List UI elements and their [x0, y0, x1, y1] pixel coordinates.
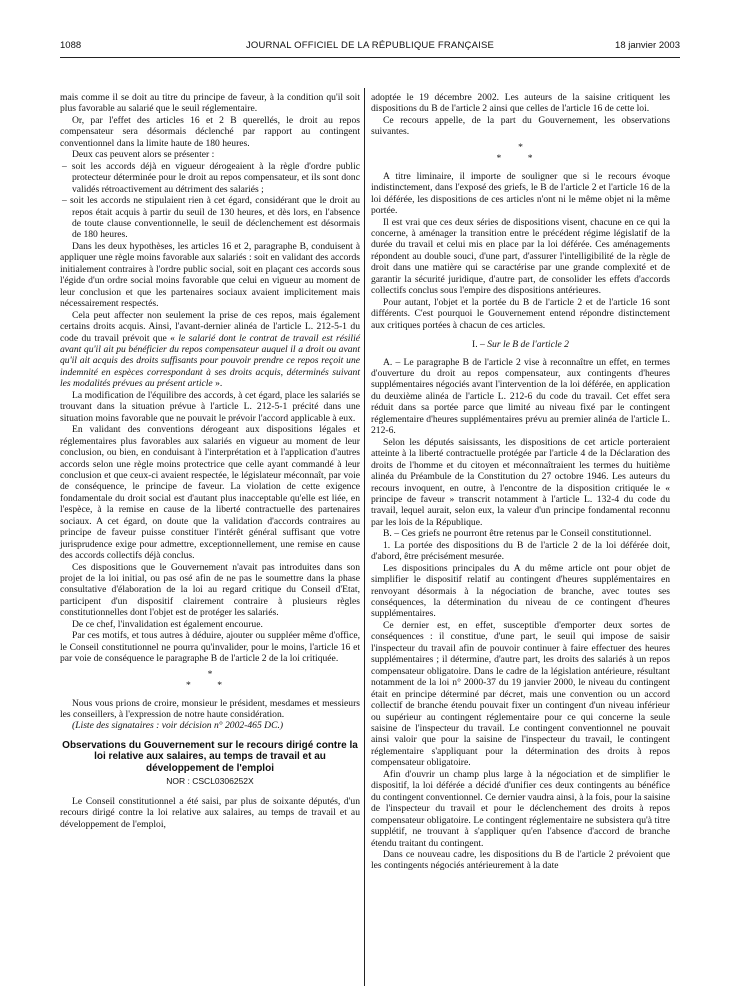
right-column	[371, 92, 670, 872]
paragraph: Les dispositions principales du A du même article ont pour objet de simplifier le dispositif relatif au contingent d'heures supplémentaires en renvoyant désormais à la négociation de branche, avec toutes ses conséquences, la détermination du niveau de ce contingent d'heures supplémentaires.	[371, 562, 670, 620]
paragraph: 1. La portée des dispositions du B de l'article 2 de la loi déférée doit, d'abord, être précisément mesurée.	[371, 539, 670, 563]
case-list	[60, 161, 360, 241]
paragraph: Par ces motifs, et tous autres à déduire, ajouter ou suppléer même d'office, le Conseil constitutionnel ne pourra qu'invalider, pour le moins, l'article 16 et par voie de conséquence le paragraphe B de l'article 2 de la loi critiquée.	[60, 630, 360, 665]
header-rule	[60, 57, 680, 58]
observations-title: Observations du Gouvernement sur le recours dirigé contre la loi relative aux salaires, au temps de travail et au développement de l'emploi	[62, 739, 358, 774]
paragraph: A. – Le paragraphe B de l'article 2 vise à reconnaître un effet, en termes d'ouverture du droit au repos compensateur, aux contingents d'heures supplémentaires négociés avant l'intervention de la loi déférée, en application du deuxième alinéa de l'article L. 212-6 du code du travail. Cet effet sera réduit dans sa portée parce que limité au niveau fixé par le contingent réglementaire d'heures supplémentaires prévu au premier alinéa de l'article L. 212-6.	[371, 356, 670, 437]
paragraph: Pour autant, l'objet et la portée du B de l'article 2 et de l'article 16 sont différents. C'est pourquoi le Gouvernement entend répondre distinctement aux critiques portées à chacun de ces articles.	[371, 296, 670, 331]
paragraph: Dans les deux hypothèses, les articles 16 et 2, paragraphe B, conduisent à appliquer une règle moins favorable aux salariés : soit en validant des accords initialement contraires à l'ordre public social, soit en plaçant ces accords sous l'égide d'un ordre social moins favorable que celui en vigueur au moment de leur conclusion et que les partenaires sociaux avaient implicitement mais nécessairement respectés.	[60, 240, 360, 310]
paragraph: A titre liminaire, il importe de souligner que si le recours évoque indistinctement, dans l'exposé des griefs, le B de l'article 2 et l'article 16 de la loi déférée, les dispositions de ces articles n'ont ni le même objet ni la même portée.	[371, 170, 670, 217]
paragraph: Ce recours appelle, de la part du Gouvernement, les observations suivantes.	[371, 114, 670, 138]
separator-star: *	[207, 668, 213, 680]
paragraph: Ces dispositions que le Gouvernement n'avait pas introduites dans son projet de la loi initial, ou pas osé afin de ne pas le soumettre dans la phase consultative d'élaboration de la loi au regard critique du Conseil d'Etat, participent d'un dispositif clairement contraire à plusieurs règles constitutionnelles dont l'objet est de protéger les salariés.	[60, 561, 360, 619]
page-header	[60, 40, 680, 54]
separator-stars: * *	[496, 153, 545, 165]
paragraph: En validant des conventions dérogeant aux dispositions légales et réglementaires plus favorables aux salariés en vigueur au moment de leur conclusion, ou bien, en conduisant à l'interprétation et à l'application d'autres accords selon une règle moins protectrice que celle ayant commandé à leur conclusion et que ceux-ci avaient respectée, le législateur méconnaît, par voie de conséquence, le principe de faveur. La violation de cette exigence fondamentale du droit social est d'autant plus inacceptable qu'elle est liée, en l'espèce, à la remise en cause de la liberté contractuelle des partenaires sociaux. A cet égard, on doute que la validation d'accords contraires au principe de faveur puisse constituer l'intérêt général suffisant que votre jurisprudence exige pour admettre, exceptionnellement, une remise en cause des accords collectifs déjà conclus.	[60, 424, 360, 562]
separator-star: *	[518, 141, 523, 153]
paragraph: Nous vous prions de croire, monsieur le président, mesdames et messieurs les conseillers, à l'expression de notre haute considération.	[60, 697, 360, 721]
paragraph: De ce chef, l'invalidation est également encourue.	[72, 618, 263, 630]
paragraph: Selon les députés saisissants, les dispositions de cet article porteraient atteinte à la liberté contractuelle protégée par l'article 4 de la Déclaration des droits de l'homme et du citoyen et méconnaîtraient les termes du huitième alinéa du Préambule de la Constitution du 27 octobre 1946. Les auteurs du recours invoquent, en outre, à l'encontre de la disposition critiquée le « principe de faveur » transcrit notamment à l'article L. 132-4 du code du travail, lequel aurait, selon eux, la valeur d'un principe fondamental reconnu par les lois de la République.	[371, 436, 670, 528]
list-item: – soit les accords déjà en vigueur dérogeaient à la règle d'ordre public protecteur déterminée pour le droit au repos compensateur, et ils sont donc validés rétroactivement au détriment des salariés ;	[60, 161, 360, 195]
journal-title: JOURNAL OFFICIEL DE LA RÉPUBLIQUE FRANÇAISE	[245, 40, 495, 51]
section-heading: I. – Sur le B de l'article 2	[472, 339, 569, 351]
paragraph: Afin d'ouvrir un champ plus large à la négociation et de simplifier le dispositif, la loi déférée a décidé d'unifier ces deux contingents au bénéfice du contingent conventionnel. Ce dernier vaudra ainsi, à la fois, pour la saisine de l'inspecteur du travail et pour le déclenchement des droits à repos compensateur obligatoire. Le contingent réglementaire ne subsistera qu'à titre supplétif, ne trouvant à s'appliquer qu'en l'absence d'accord de branche étendu traitant du contingent.	[371, 768, 670, 849]
issue-date: 18 janvier 2003	[615, 40, 680, 51]
paragraph: mais comme il se doit au titre du principe de faveur, à la condition qu'il soit plus favorable au salarié que le seuil réglementaire.	[60, 92, 360, 115]
separator-stars: * *	[186, 680, 234, 692]
signatories-note: (Liste des signataires : voir décision n° 2002-465 DC.)	[72, 720, 284, 732]
nor-reference: NOR : CSCL0306252X	[166, 776, 254, 787]
paragraph: adoptée le 19 décembre 2002. Les auteurs de la saisine critiquent les dispositions du B de l'article 2 ainsi que celles de l'article 16 de cette loi.	[371, 92, 670, 115]
page-number: 1088	[60, 40, 82, 51]
paragraph: Ce dernier est, en effet, susceptible d'emporter deux sortes de conséquences : il constitue, d'une part, le seuil qui impose de saisir l'inspecteur du travail afin de pouvoir continuer à faire effectuer des heures supplémentaires ; il détermine, d'autre part, les droits des salariés à un repos compensateur obligatoire. Dans le cadre de la législation antérieure, résultant notamment de la loi n° 2000-37 du 19 janvier 2000, le niveau du contingent était en principe déterminé par décret, mais une convention ou un accord collectif de branche étendu pouvait fixer un contingent d'un niveau inférieur ou supérieur au contingent réglementaire pour ce qui concerne la seule saisine de l'inspecteur du travail. Le contingent conventionnel ne pouvait ainsi valoir que pour la saisine de l'inspecteur du travail, le contingent réglementaire s'appliquant pour la détermination des droits à repos compensateur obligatoire.	[371, 619, 670, 769]
paragraph: B. – Ces griefs ne pourront être retenus par le Conseil constitutionnel.	[383, 528, 652, 540]
left-column	[60, 92, 360, 830]
paragraph: Or, par l'effet des articles 16 et 2 B querellés, le droit au repos compensateur sera désormais déclenché par rapport au contingent conventionnel dans la limite haute de 180 heures.	[60, 114, 360, 149]
paragraph: Dans ce nouveau cadre, les dispositions du B de l'article 2 prévoient que les contingents négociés antérieurement à la date	[371, 849, 670, 872]
quoted-article: le salarié dont le contrat de travail est résilié avant qu'il ait pu bénéficier du repos compensateur auquel il a droit ou avant qu'il ait acquis des droits suffisants pour pouvoir prendre ce repos reçoit une indemnité en espèces correspondant à ses droits acquis, déterminés suivant les modalités prévues au présent article	[60, 332, 360, 390]
paragraph: La modification de l'équilibre des accords, à cet égard, place les salariés se trouvant dans la situation prévue à l'article L. 212-5-1 précité dans une situation moins favorable que ne pouvait le prévoir l'accord applicable à eux.	[60, 389, 360, 424]
paragraph-with-quote: Cela peut affecter non seulement la prise de ces repos, mais également certains droits acquis. Ainsi, l'avant-dernier alinéa de l'article L. 212-5-1 du code du travail prévoit que « le salarié dont le contrat de travail est résilié avant qu'il ait pu bénéficier du repos compensateur auquel il a droit ou avant qu'il ait acquis des droits suffisants pour pouvoir prendre ce repos reçoit une indemnité en espèces correspondant à ses droits acquis, déterminés suivant les modalités prévues au présent article ».	[60, 309, 360, 390]
column-divider	[364, 88, 365, 986]
list-item: – soit les accords ne stipulaient rien à cet égard, considérant que le droit au repos était acquis à partir du seuil de 130 heures, et dès lors, en l'absence de toute clause conventionnelle, le seuil de déclenchement est désormais de 180 heures.	[60, 195, 360, 241]
paragraph: Il est vrai que ces deux séries de dispositions visent, chacune en ce qui la concerne, à aménager la transition entre le précédent régime législatif de la durée du travail et celui mis en place par la loi déférée. Ces aménagements répondent au double souci, d'une part, d'assurer l'intelligibilité de la règle de droit dans une matière qui se caractérise par une grande complexité et de garantir la sécurité juridique, d'autre part, de consolider les effets d'accords collectifs conclus sous l'empire des dispositions antérieures.	[371, 216, 670, 297]
paragraph: Deux cas peuvent alors se présenter :	[72, 149, 215, 161]
paragraph: Le Conseil constitutionnel a été saisi, par plus de soixante députés, d'un recours dirigé contre la loi relative aux salaires, au temps de travail et au développement de l'emploi,	[60, 795, 360, 830]
